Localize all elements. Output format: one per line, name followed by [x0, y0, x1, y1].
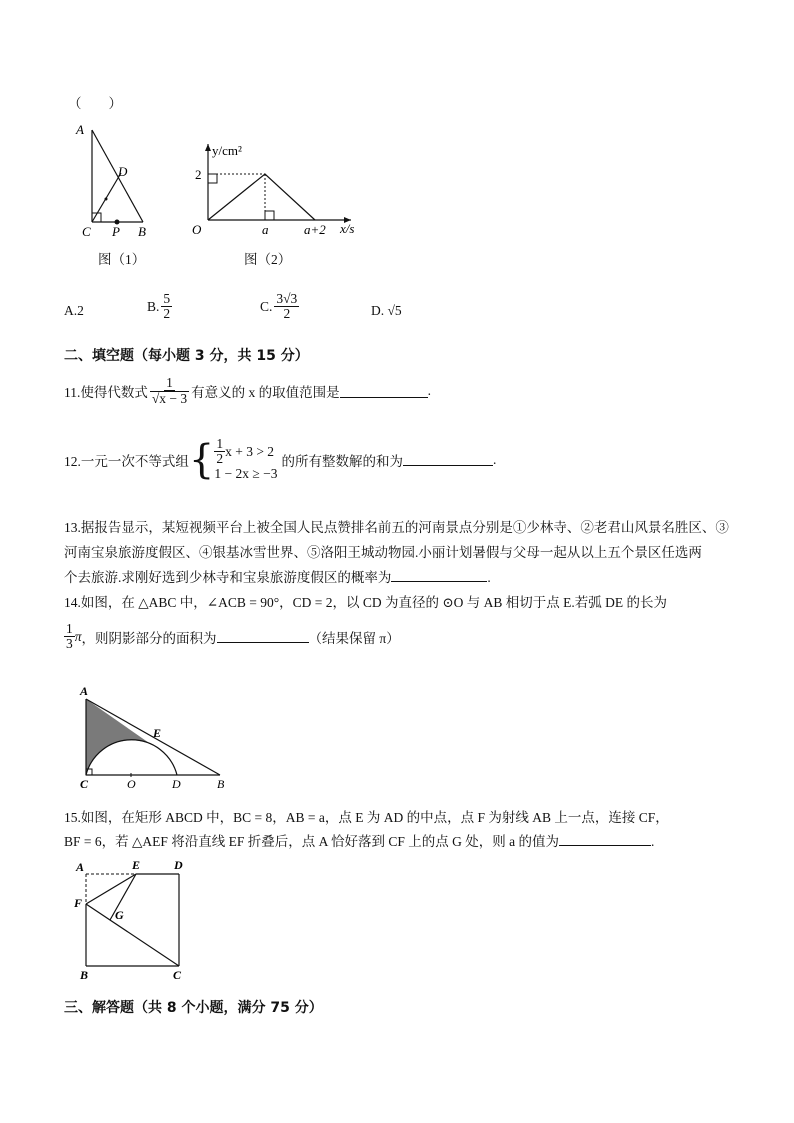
answer-blank-13[interactable]	[391, 569, 487, 582]
label-b: B	[217, 777, 225, 790]
option-c[interactable]: C. $\frac{3√3}{2}$	[260, 291, 298, 322]
answer-blank-14[interactable]	[217, 630, 309, 643]
label-d: D	[174, 858, 183, 872]
label-b: B	[80, 968, 89, 982]
label-e: E	[132, 858, 141, 872]
label-a: A	[76, 860, 85, 874]
figure-q15	[72, 856, 190, 982]
figure-q14	[72, 684, 237, 790]
option-d[interactable]: D. √5	[371, 303, 402, 318]
question-13-line-2: 河南宝泉旅游度假区、④银基冰雪世界、⑤洛阳王城动物园.小丽计划暑假与父母一起从以上五个景区任选两	[64, 545, 702, 560]
option-a[interactable]: A.2	[64, 303, 84, 318]
label-a: A	[76, 122, 84, 137]
option-b[interactable]: B. $\frac{5}{2}$	[147, 291, 171, 322]
question-15-line-1: 15.如图，在矩形 ABCD 中，BC = 8，AB = a，点 E 为 AD 的中点，点 F 为射线 AB 上一点，连接 CF，	[64, 810, 669, 825]
label-o: O	[127, 777, 136, 790]
question-12: 12.一元一次不等式组 { $\frac{1}{2}$ x + 3 > 2 1 − 2x ≥ −3 的所有整数解的和为 .	[64, 436, 497, 483]
question-11: 11.使得代数式 $\frac{1}{√x - 3}$ 有意义的 x 的取值范围是 .	[64, 375, 432, 407]
origin-label: O	[192, 222, 202, 237]
section-3-title: 三、解答题（共 8 个小题，满分 75 分）	[64, 1000, 323, 1016]
label-d: D	[118, 164, 128, 179]
question-15-line-2: BF = 6，若 △AEF 将沿直线 EF 折叠后，点 A 恰好落到 CF 上的点 G 处，则 a 的值为 .	[64, 834, 655, 849]
label-d: D	[172, 777, 181, 790]
shaded-region	[86, 699, 152, 775]
figure-1	[70, 120, 160, 240]
answer-blank-15[interactable]	[559, 833, 651, 846]
label-g: G	[115, 908, 124, 922]
label-c: C	[173, 968, 182, 982]
section-2-title: 二、填空题（每小题 3 分，共 15 分）	[64, 348, 309, 364]
label-f: F	[74, 896, 83, 910]
question-14-line-1: 14.如图，在 △ABC 中，∠ACB = 90°，CD = 2，以 CD 为直径的 ⊙O 与 AB 相切于点 E.若弧 DE 的长为	[64, 595, 668, 610]
question-14-line-2: $\frac{1}{3}$ π ，则阴影部分的面积为 （结果保留 π）	[66, 621, 400, 652]
y-value-2: 2	[195, 167, 202, 182]
label-p: P	[112, 224, 120, 239]
answer-blank-12[interactable]	[403, 453, 493, 466]
label-a: A	[80, 684, 89, 698]
answer-blank-11[interactable]	[340, 385, 428, 398]
moving-point-dot	[105, 198, 108, 201]
figure-1-caption: 图（1）	[98, 252, 146, 267]
x-value-a-plus-2: a+2	[304, 222, 326, 237]
label-e: E	[153, 726, 162, 740]
figure-2	[186, 136, 366, 240]
figure-2-caption: 图（2）	[244, 252, 292, 267]
label-c: C	[80, 777, 89, 790]
question-13-line-1: 13.据报告显示，某短视频平台上被全国人民点赞排名前五的河南景点分别是①少林寺、②老君山风景名胜区、③	[64, 520, 729, 535]
answer-paren: （ ）	[68, 96, 122, 111]
question-13-line-3: 个去旅游.求刚好选到少林寺和宝泉旅游度假区的概率为 .	[64, 570, 491, 585]
x-axis-label: x/s	[340, 221, 355, 236]
y-axis-label: y/cm²	[212, 143, 242, 158]
x-value-a: a	[262, 222, 269, 237]
label-b: B	[138, 224, 146, 239]
label-c: C	[82, 224, 91, 239]
